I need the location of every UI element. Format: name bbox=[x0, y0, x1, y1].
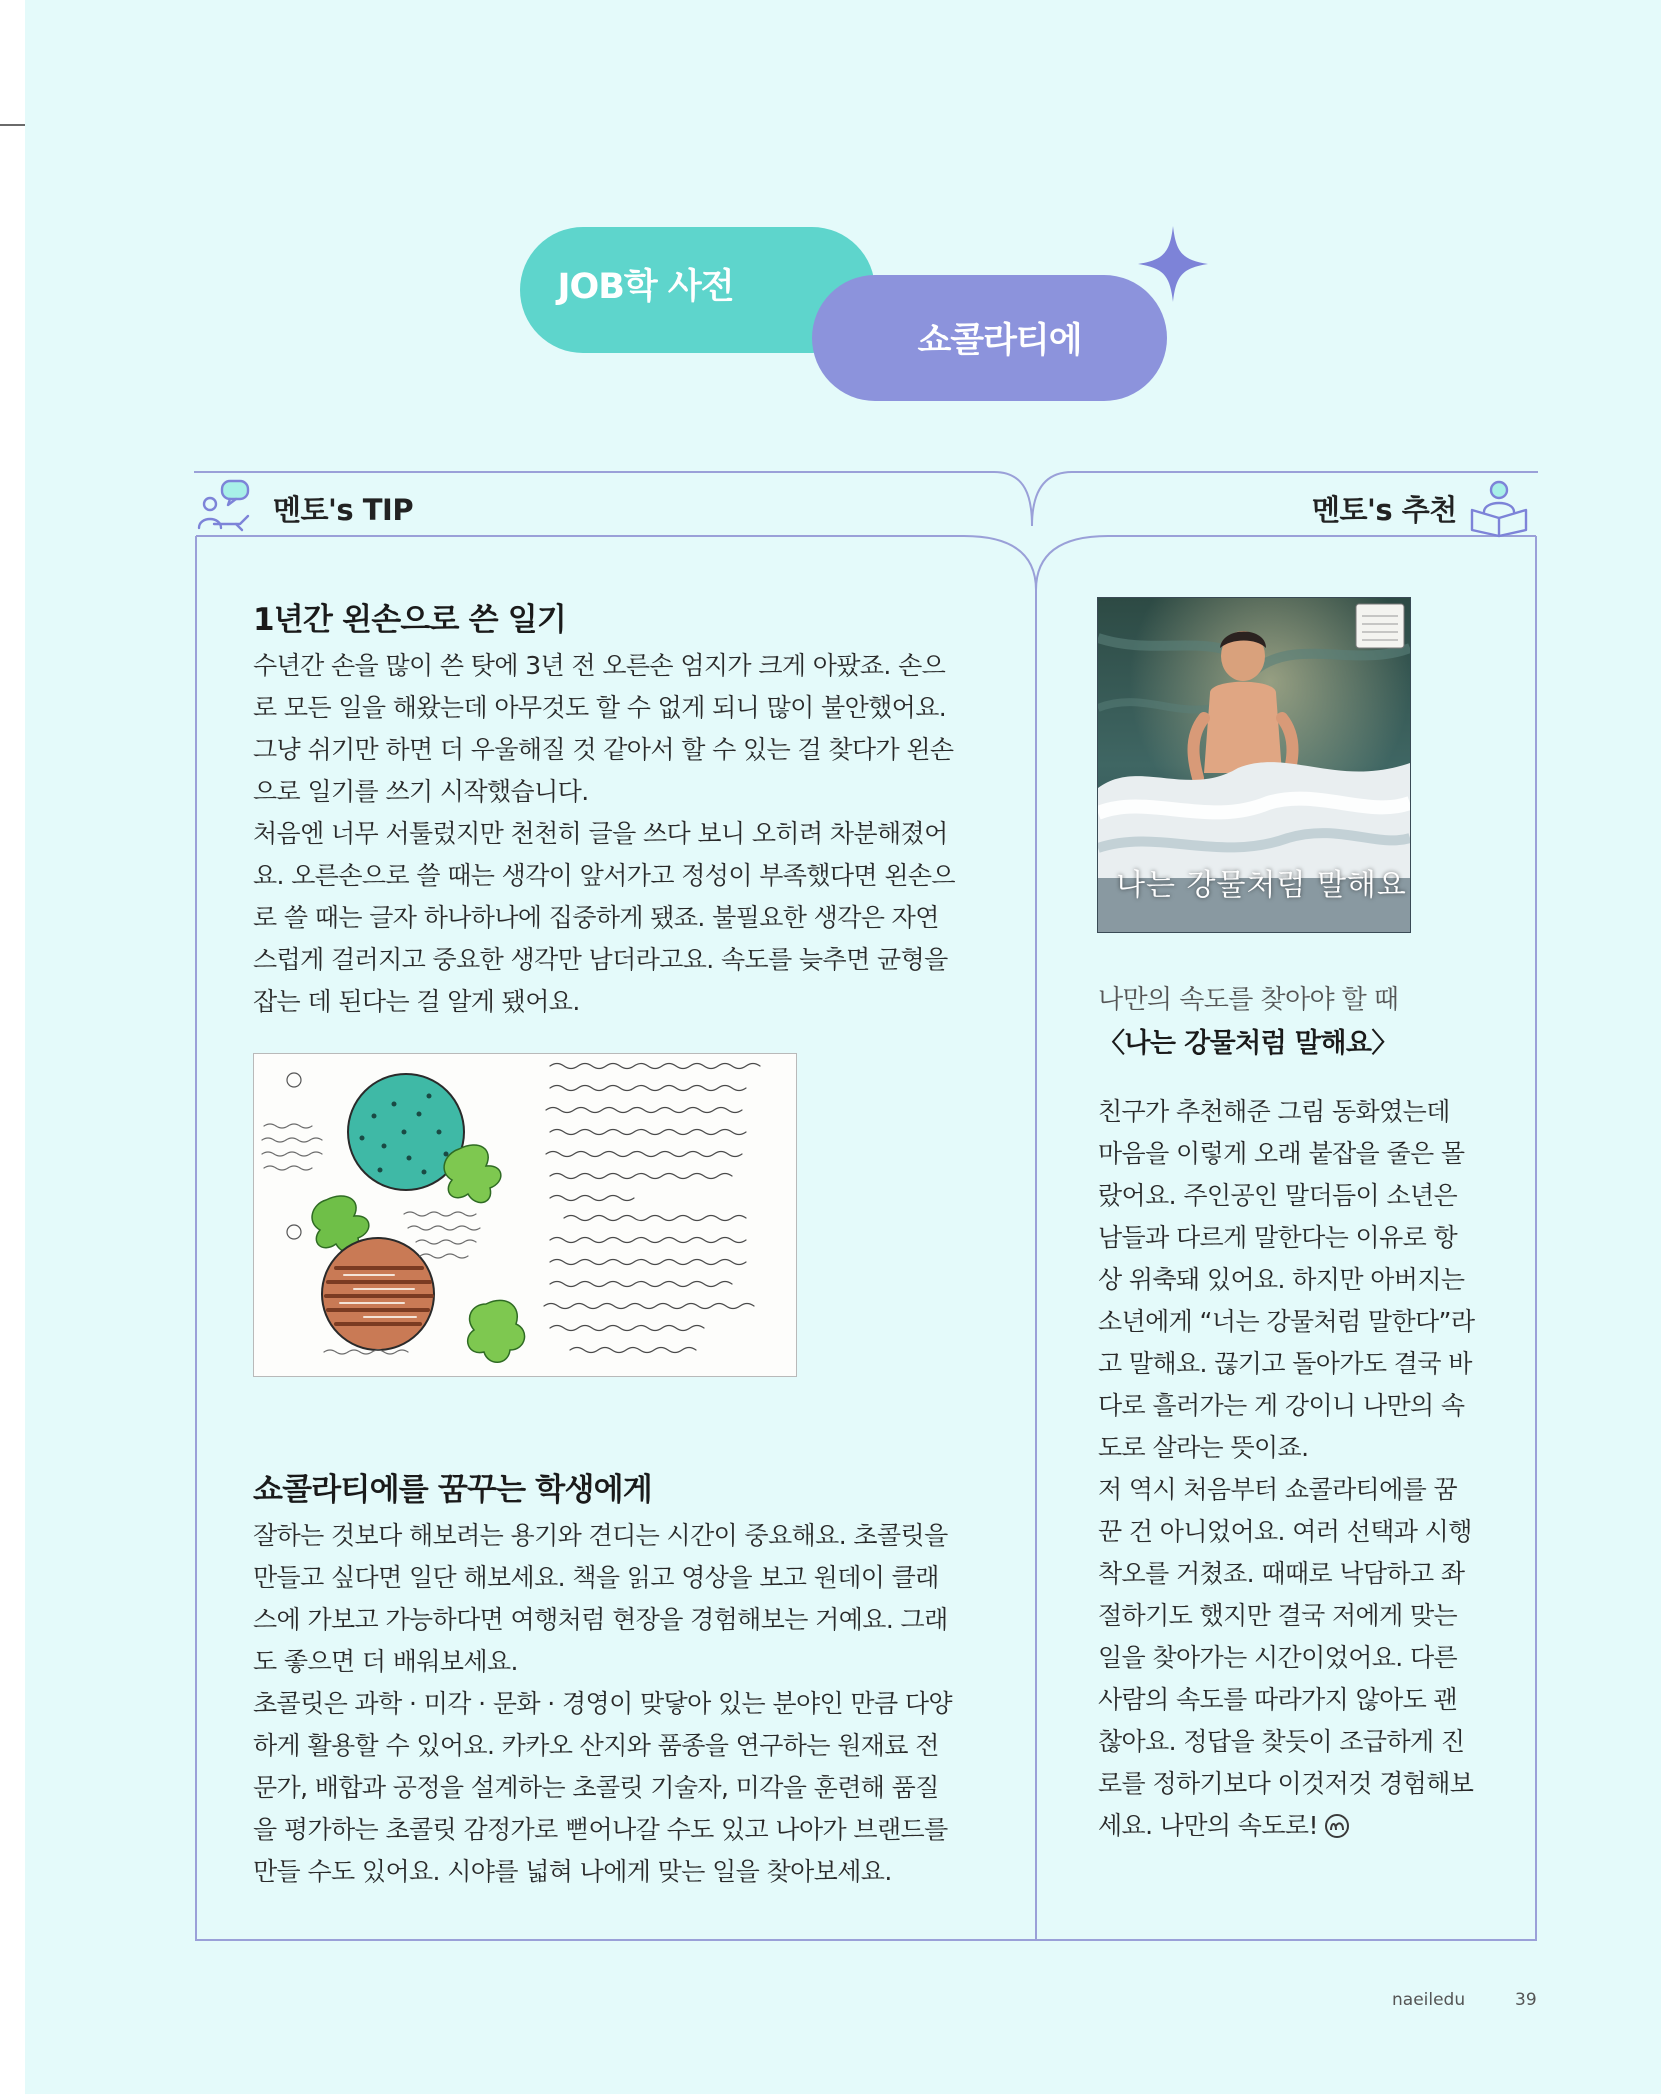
left-heading-1: 1년간 왼손으로 쓴 일기 bbox=[253, 602, 567, 638]
text-line: 상 위축돼 있어요. 하지만 아버지는 bbox=[1098, 1265, 1465, 1294]
right-paragraph bbox=[1098, 1091, 1518, 1847]
text-line: 남들과 다르게 말한다는 이유로 항 bbox=[1098, 1223, 1458, 1252]
text-line: 일을 찾아가는 시간이었어요. 다른 bbox=[1098, 1643, 1458, 1672]
text-line: 랐어요. 주인공인 말더듬이 소년은 bbox=[1098, 1181, 1458, 1210]
text-line bbox=[1098, 1805, 1518, 1847]
mentor-tip-label: 멘토's TIP bbox=[273, 493, 414, 527]
text-line: 잡는 데 된다는 걸 알게 됐어요. bbox=[253, 987, 580, 1016]
page-number: 39 bbox=[1515, 1990, 1537, 2010]
left-heading-2: 쇼콜라티에를 꿈꾸는 학생에게 bbox=[253, 1472, 652, 1508]
handwritten-diary-photo bbox=[253, 1053, 797, 1377]
text-line: 마음을 이렇게 오래 붙잡을 줄은 몰 bbox=[1098, 1139, 1465, 1168]
text-line: 잘하는 것보다 해보려는 용기와 견디는 시간이 중요해요. 초콜릿을 bbox=[253, 1521, 948, 1550]
left-paragraph-1 bbox=[253, 645, 973, 1023]
mentor-laptop-icon bbox=[196, 478, 254, 536]
left-paragraph-2 bbox=[253, 1515, 973, 1893]
text-line: 으로 일기를 쓰기 시작했습니다. bbox=[253, 777, 589, 806]
text-line: 로 쓸 때는 글자 하나하나에 집중하게 됐죠. 불필요한 생각은 자연 bbox=[253, 903, 939, 932]
text-line: 문가, 배합과 공정을 설계하는 초콜릿 기술자, 미각을 훈련해 품질 bbox=[253, 1773, 939, 1802]
text-line: 스럽게 걸러지고 중요한 생각만 남더라고요. 속도를 늦추면 균형을 bbox=[253, 945, 948, 974]
footer-brand: naeiledu bbox=[1392, 1990, 1466, 2010]
book-cover bbox=[1097, 597, 1411, 933]
text-line: 하게 활용할 수 있어요. 카카오 산지와 품종을 연구하는 원재료 전 bbox=[253, 1731, 939, 1760]
text-line: 처음엔 너무 서툴렀지만 천천히 글을 쓰다 보니 오히려 차분해졌어 bbox=[253, 819, 948, 848]
text-line: 을 평가하는 초콜릿 감정가로 뻗어나갈 수도 있고 나아가 브랜드를 bbox=[253, 1815, 948, 1844]
chocolatier-label: 쇼콜라티에 bbox=[917, 321, 1082, 361]
reading-person-icon bbox=[1468, 478, 1530, 538]
text-line: 사람의 속도를 따라가지 않아도 괜 bbox=[1098, 1685, 1458, 1714]
text-line: 수년간 손을 많이 쓴 탓에 3년 전 오른손 엄지가 크게 아팠죠. 손으 bbox=[253, 651, 946, 680]
text-line-content: 세요. 나만의 속도로! bbox=[1098, 1811, 1318, 1840]
text-line: 도로 살라는 뜻이죠. bbox=[1098, 1433, 1309, 1462]
text-line: 꾼 건 아니었어요. 여러 선택과 시행 bbox=[1098, 1517, 1472, 1546]
text-line: 소년에게 “너는 강물처럼 말한다”라 bbox=[1098, 1307, 1475, 1336]
text-line: 로를 정하기보다 이것저것 경험해보 bbox=[1098, 1769, 1474, 1798]
text-line: 찮아요. 정답을 찾듯이 조급하게 진 bbox=[1098, 1727, 1465, 1756]
text-line: 만들 수도 있어요. 시야를 넓혀 나에게 맞는 일을 찾아보세요. bbox=[253, 1857, 892, 1886]
text-line: 스에 가보고 가능하다면 여행처럼 현장을 경험해보는 거예요. 그래 bbox=[253, 1605, 948, 1634]
recommend-book-title: 〈나는 강물처럼 말해요〉 bbox=[1098, 1028, 1398, 1059]
recommend-subtitle: 나만의 속도를 찾아야 할 때 bbox=[1098, 985, 1399, 1015]
chocolatier-pill bbox=[812, 275, 1167, 401]
text-line: 다로 흘러가는 게 강이니 나만의 속 bbox=[1098, 1391, 1465, 1420]
naeil-end-mark-icon bbox=[1322, 1813, 1352, 1839]
sparkle-icon bbox=[1138, 226, 1208, 302]
mentor-recommend-label: 멘토's 추천 bbox=[1312, 493, 1457, 527]
text-line: 만들고 싶다면 일단 해보세요. 책을 읽고 영상을 보고 원데이 클래 bbox=[253, 1563, 939, 1592]
text-line: 친구가 추천해준 그림 동화였는데 bbox=[1098, 1097, 1450, 1126]
job-dictionary-label: JOB학 사전 bbox=[557, 267, 734, 307]
text-line: 저 역시 처음부터 쇼콜라티에를 꿈 bbox=[1098, 1475, 1458, 1504]
book-cover-title: 나는 강물처럼 말해요 bbox=[1116, 868, 1407, 903]
text-line: 고 말해요. 끊기고 돌아가도 결국 바 bbox=[1098, 1349, 1472, 1378]
text-line: 절하기도 했지만 결국 저에게 맞는 bbox=[1098, 1601, 1458, 1630]
text-line: 요. 오른손으로 쓸 때는 생각이 앞서가고 정성이 부족했다면 왼손으 bbox=[253, 861, 955, 890]
text-line: 초콜릿은 과학 · 미각 · 문화 · 경영이 맞닿아 있는 분야인 만큼 다양 bbox=[253, 1689, 952, 1718]
text-line: 도 좋으면 더 배워보세요. bbox=[253, 1647, 518, 1676]
text-line: 로 모든 일을 해왔는데 아무것도 할 수 없게 되니 많이 불안했어요. bbox=[253, 693, 947, 722]
text-line: 착오를 거쳤죠. 때때로 낙담하고 좌 bbox=[1098, 1559, 1465, 1588]
text-line: 그냥 쉬기만 하면 더 우울해질 것 같아서 할 수 있는 걸 찾다가 왼손 bbox=[253, 735, 954, 764]
corner-rule bbox=[0, 124, 25, 126]
